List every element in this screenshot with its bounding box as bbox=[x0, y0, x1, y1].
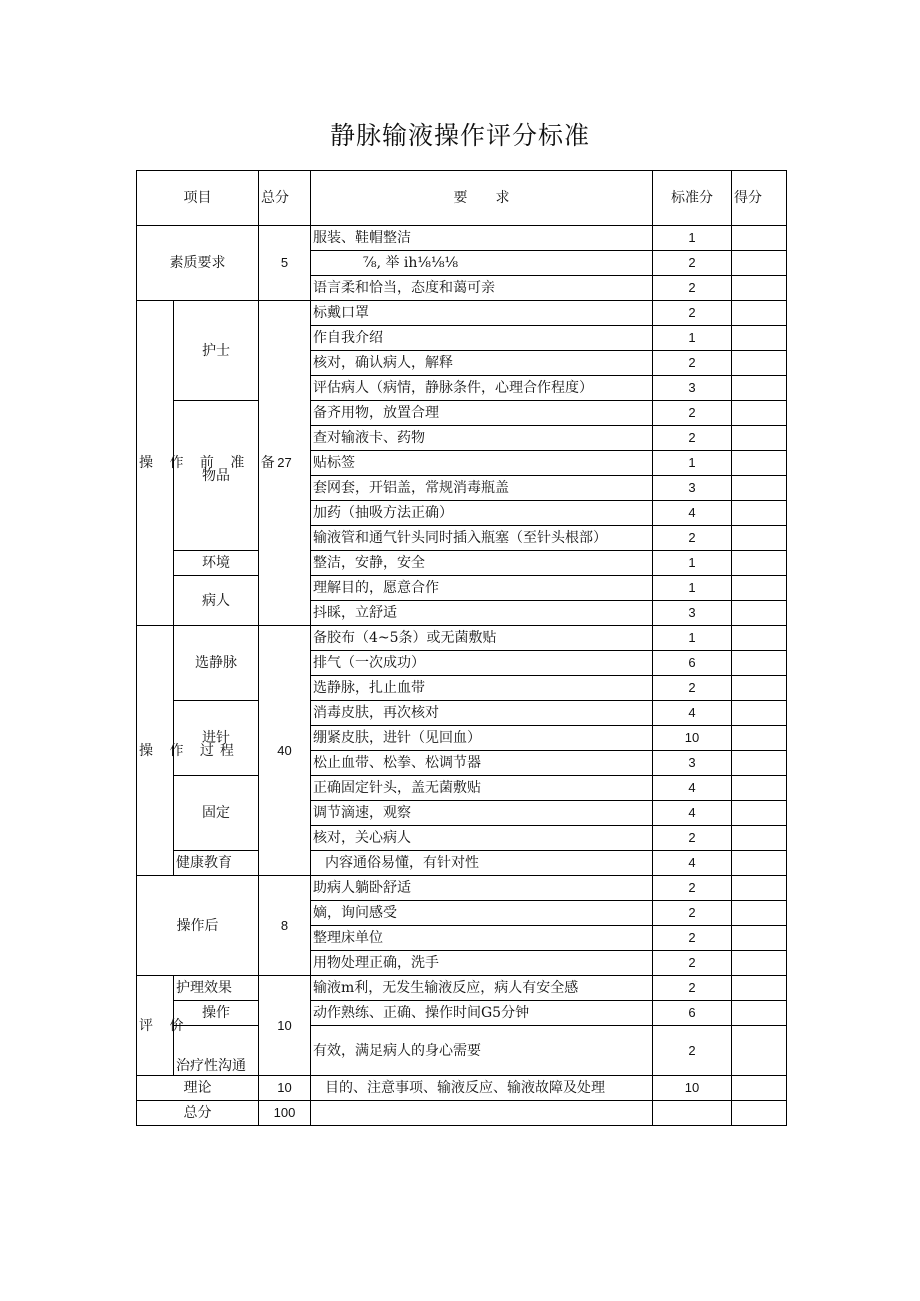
points-cell: 2 bbox=[653, 926, 732, 951]
table-row bbox=[137, 976, 787, 1001]
table-row bbox=[137, 1026, 787, 1076]
points-cell: 1 bbox=[653, 626, 732, 651]
score-cell[interactable] bbox=[732, 401, 787, 426]
table-row bbox=[137, 776, 787, 801]
header-score: 得分 bbox=[732, 171, 787, 226]
score-cell[interactable] bbox=[732, 451, 787, 476]
requirement-cell: 理解目的，愿意合作 bbox=[311, 576, 653, 601]
requirement-cell: 绷紧皮肤，进针（见回血） bbox=[311, 726, 653, 751]
points-cell: 4 bbox=[653, 701, 732, 726]
requirement-cell: 松止血带、松拳、松调节器 bbox=[311, 751, 653, 776]
score-cell[interactable] bbox=[732, 426, 787, 451]
category-total: 40 bbox=[259, 626, 311, 876]
requirement-cell: 抖睬，立舒适 bbox=[311, 601, 653, 626]
table-row bbox=[137, 226, 787, 251]
requirement-cell: 服装、鞋帽整洁 bbox=[311, 226, 653, 251]
points-cell: 2 bbox=[653, 951, 732, 976]
requirement-cell: 调节滴速，观察 bbox=[311, 801, 653, 826]
score-cell[interactable] bbox=[732, 1101, 787, 1126]
category-process: 操 作 过程 bbox=[137, 626, 174, 876]
points-cell bbox=[653, 1101, 732, 1126]
requirement-cell: 评估病人（病情，静脉条件，心理合作程度） bbox=[311, 376, 653, 401]
score-cell[interactable] bbox=[732, 551, 787, 576]
category-after: 操作后 bbox=[137, 876, 259, 976]
points-cell: 2 bbox=[653, 251, 732, 276]
header-total: 总分 bbox=[259, 171, 311, 226]
points-cell: 2 bbox=[653, 301, 732, 326]
points-cell: 4 bbox=[653, 801, 732, 826]
points-cell: 4 bbox=[653, 501, 732, 526]
requirement-cell: 排气（一次成功） bbox=[311, 651, 653, 676]
points-cell: 1 bbox=[653, 451, 732, 476]
requirement-cell: 用物处理正确，洗手 bbox=[311, 951, 653, 976]
score-cell[interactable] bbox=[732, 976, 787, 1001]
requirement-cell: 正确固定针头，盖无菌敷贴 bbox=[311, 776, 653, 801]
subcategory-environment: 环境 bbox=[174, 551, 259, 576]
score-cell[interactable] bbox=[732, 226, 787, 251]
category-total: 5 bbox=[259, 226, 311, 301]
score-cell[interactable] bbox=[732, 751, 787, 776]
table-row bbox=[137, 851, 787, 876]
requirement-cell: 语言柔和恰当，态度和蔼可亲 bbox=[311, 276, 653, 301]
score-cell[interactable] bbox=[732, 701, 787, 726]
points-cell: 2 bbox=[653, 826, 732, 851]
requirement-cell: 贴标签 bbox=[311, 451, 653, 476]
category-total: 27 bbox=[259, 301, 311, 626]
requirement-cell: 输液管和通气针头同时插入瓶塞（至针头根部） bbox=[311, 526, 653, 551]
score-cell[interactable] bbox=[732, 776, 787, 801]
category-total: 10 bbox=[259, 976, 311, 1076]
score-cell[interactable] bbox=[732, 726, 787, 751]
points-cell: 6 bbox=[653, 1001, 732, 1026]
category-total: 100 bbox=[259, 1101, 311, 1126]
score-cell[interactable] bbox=[732, 251, 787, 276]
scoring-table bbox=[136, 170, 787, 1126]
table-row bbox=[137, 551, 787, 576]
requirement-cell: 备齐用物，放置合理 bbox=[311, 401, 653, 426]
table-row bbox=[137, 301, 787, 326]
category-quality: 素质要求 bbox=[137, 226, 259, 301]
points-cell: 6 bbox=[653, 651, 732, 676]
requirement-cell: 有效，满足病人的身心需要 bbox=[311, 1026, 653, 1076]
score-cell[interactable] bbox=[732, 826, 787, 851]
requirement-cell bbox=[311, 1101, 653, 1126]
requirement-cell: 核对，确认病人，解释 bbox=[311, 351, 653, 376]
points-cell: 3 bbox=[653, 376, 732, 401]
score-cell[interactable] bbox=[732, 301, 787, 326]
category-theory: 理论 bbox=[137, 1076, 259, 1101]
requirement-cell: 查对输液卡、药物 bbox=[311, 426, 653, 451]
points-cell: 1 bbox=[653, 226, 732, 251]
points-cell: 2 bbox=[653, 401, 732, 426]
requirement-cell: 整理床单位 bbox=[311, 926, 653, 951]
score-cell[interactable] bbox=[732, 326, 787, 351]
table-row bbox=[137, 626, 787, 651]
score-cell[interactable] bbox=[732, 876, 787, 901]
requirement-cell: 作自我介绍 bbox=[311, 326, 653, 351]
score-cell[interactable] bbox=[732, 901, 787, 926]
table-row bbox=[137, 401, 787, 426]
score-cell[interactable] bbox=[732, 951, 787, 976]
requirement-cell: 动作熟练、正确、操作时间G5分钟 bbox=[311, 1001, 653, 1026]
subcategory-communication: 治疗性沟通 bbox=[174, 1026, 259, 1076]
score-cell[interactable] bbox=[732, 1076, 787, 1101]
subcategory-education: 健康教育 bbox=[174, 851, 259, 876]
requirement-cell: 消毒皮肤，再次核对 bbox=[311, 701, 653, 726]
requirement-cell: 目的、注意事项、输液反应、输液故障及处理 bbox=[311, 1076, 653, 1101]
points-cell: 1 bbox=[653, 551, 732, 576]
score-cell[interactable] bbox=[732, 851, 787, 876]
requirement-cell: 内容通俗易懂，有针对性 bbox=[311, 851, 653, 876]
table-row bbox=[137, 1076, 787, 1101]
subcategory-effect: 护理效果 bbox=[174, 976, 259, 1001]
subcategory-fix: 固定 bbox=[174, 776, 259, 851]
requirement-cell: 加药（抽吸方法正确） bbox=[311, 501, 653, 526]
requirement-cell: 核对，关心病人 bbox=[311, 826, 653, 851]
requirement-cell: ⅞, 举 ih⅛⅛⅛ bbox=[311, 251, 653, 276]
points-cell: 2 bbox=[653, 526, 732, 551]
points-cell: 3 bbox=[653, 601, 732, 626]
points-cell: 1 bbox=[653, 326, 732, 351]
subcategory-vein: 选静脉 bbox=[174, 626, 259, 701]
score-cell[interactable] bbox=[732, 376, 787, 401]
score-cell[interactable] bbox=[732, 926, 787, 951]
requirement-cell: 助病人躺卧舒适 bbox=[311, 876, 653, 901]
points-cell: 2 bbox=[653, 901, 732, 926]
requirement-cell: 备胶布（4~5条）或无菌敷贴 bbox=[311, 626, 653, 651]
points-cell: 1 bbox=[653, 576, 732, 601]
header-row bbox=[137, 171, 787, 226]
score-cell[interactable] bbox=[732, 601, 787, 626]
points-cell: 2 bbox=[653, 676, 732, 701]
score-cell[interactable] bbox=[732, 351, 787, 376]
table-row bbox=[137, 876, 787, 901]
score-cell[interactable] bbox=[732, 1001, 787, 1026]
points-cell: 2 bbox=[653, 351, 732, 376]
category-sum: 总分 bbox=[137, 1101, 259, 1126]
score-cell[interactable] bbox=[732, 651, 787, 676]
category-total: 8 bbox=[259, 876, 311, 976]
points-cell: 3 bbox=[653, 476, 732, 501]
points-cell: 4 bbox=[653, 851, 732, 876]
header-item: 项目 bbox=[137, 171, 259, 226]
score-cell[interactable] bbox=[732, 476, 787, 501]
requirement-cell: 套网套，开铝盖，常规消毒瓶盖 bbox=[311, 476, 653, 501]
requirement-cell: 嫡，询问感受 bbox=[311, 901, 653, 926]
points-cell: 2 bbox=[653, 976, 732, 1001]
score-cell[interactable] bbox=[732, 576, 787, 601]
points-cell: 3 bbox=[653, 751, 732, 776]
category-evaluation: 评 价 bbox=[137, 976, 174, 1076]
subcategory-operation: 操作 bbox=[174, 1001, 259, 1026]
subcategory-goods: 物品 bbox=[174, 401, 259, 551]
requirement-cell: 选静脉，扎止血带 bbox=[311, 676, 653, 701]
table-row bbox=[137, 1101, 787, 1126]
points-cell: 2 bbox=[653, 876, 732, 901]
points-cell: 10 bbox=[653, 726, 732, 751]
score-cell[interactable] bbox=[732, 1026, 787, 1076]
table-row bbox=[137, 701, 787, 726]
points-cell: 4 bbox=[653, 776, 732, 801]
points-cell: 2 bbox=[653, 426, 732, 451]
requirement-cell: 标戴口罩 bbox=[311, 301, 653, 326]
requirement-cell: 整洁，安静，安全 bbox=[311, 551, 653, 576]
score-cell[interactable] bbox=[732, 501, 787, 526]
table-row bbox=[137, 1001, 787, 1026]
category-preparation: 操 作 前 准 备 bbox=[137, 301, 174, 626]
subcategory-nurse: 护士 bbox=[174, 301, 259, 401]
page-title: 静脉输液操作评分标准 bbox=[329, 121, 590, 150]
header-requirement: 要 求 bbox=[311, 171, 653, 226]
score-cell[interactable] bbox=[732, 801, 787, 826]
category-total: 10 bbox=[259, 1076, 311, 1101]
table-row bbox=[137, 576, 787, 601]
score-cell[interactable] bbox=[732, 676, 787, 701]
score-cell[interactable] bbox=[732, 526, 787, 551]
subcategory-patient: 病人 bbox=[174, 576, 259, 626]
requirement-cell: 输液m利，无发生输液反应，病人有安全感 bbox=[311, 976, 653, 1001]
points-cell: 2 bbox=[653, 276, 732, 301]
score-cell[interactable] bbox=[732, 626, 787, 651]
header-standard: 标准分 bbox=[653, 171, 732, 226]
subcategory-needle: 进针 bbox=[174, 701, 259, 776]
points-cell: 10 bbox=[653, 1076, 732, 1101]
score-cell[interactable] bbox=[732, 276, 787, 301]
points-cell: 2 bbox=[653, 1026, 732, 1076]
